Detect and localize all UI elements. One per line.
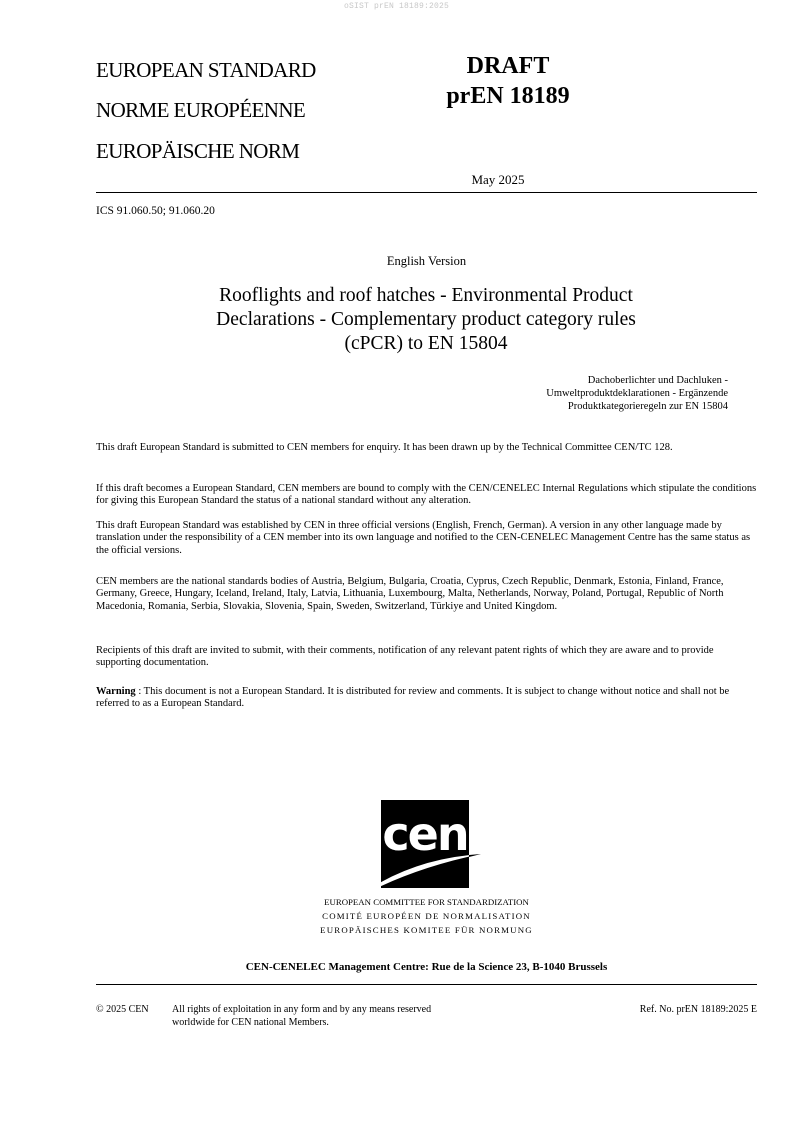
warning-text: : This document is not a European Standard. It is distributed for review and comments. It is subject to change without notice and shall not be referred to as a European Standard. xyxy=(96,686,730,710)
warning-label: Warning xyxy=(96,686,136,697)
org-name-fr: COMITÉ EUROPÉEN DE NORMALISATION xyxy=(322,911,531,921)
german-title-line: Dachoberlichter und Dachluken - xyxy=(587,375,728,386)
title-line: Declarations - Complementary product category rules xyxy=(216,309,636,330)
rights-line: All rights of exploitation in any form and by any means reserved xyxy=(172,1004,432,1015)
watermark: oSIST prEN 18189:2025 xyxy=(343,2,450,11)
standard-name-fr: NORME EUROPÉENNE xyxy=(96,98,306,122)
reference-number: Ref. No. prEN 18189:2025 E xyxy=(639,1004,757,1015)
german-title xyxy=(440,374,728,413)
copyright: © 2025 CEN xyxy=(96,1004,149,1015)
document-number: prEN 18189 xyxy=(446,83,570,109)
rights-line: worldwide for CEN national Members. xyxy=(172,1016,329,1028)
german-title-line: Produktkategorieregeln zur EN 15804 xyxy=(567,401,728,412)
paragraph-enquiry: This draft European Standard is submitted to CEN members for enquiry. It has been drawn up by the Technical Committee CEN/TC 128. xyxy=(96,442,673,453)
cen-logo-icon xyxy=(371,800,483,890)
org-name-en: EUROPEAN COMMITTEE FOR STANDARDIZATION xyxy=(324,897,529,907)
standard-name-de: EUROPÄISCHE NORM xyxy=(96,139,300,163)
rights-notice xyxy=(172,1004,431,1029)
warning-paragraph xyxy=(96,686,760,711)
title-line: Rooflights and roof hatches - Environmental Product xyxy=(219,285,633,306)
footer-divider xyxy=(96,984,757,985)
publication-date: May 2025 xyxy=(471,172,525,187)
paragraph-members: CEN members are the national standards bodies of Austria, Belgium, Bulgaria, Croatia, Cyprus, Czech Republic, Denmark, Estonia, Finland, France, Germany, Greece, Hungary, Iceland, Ireland, Italy, Latvia, Lithuania, Luxembourg, Malta, Netherlands, Norway, Poland, Portugal, Republic of North Macedonia, Romania, Serbia, Slovakia, Slovenia, Spain, Sweden, Switzerland, Türkiye and United Kingdom. xyxy=(96,576,724,612)
draft-label: DRAFT xyxy=(466,53,550,79)
title-line: (cPCR) to EN 15804 xyxy=(344,333,508,354)
org-name-de: EUROPÄISCHES KOMITEE FÜR NORMUNG xyxy=(320,925,533,935)
logo-text: cen xyxy=(382,807,468,861)
paragraph-patents: Recipients of this draft are invited to submit, with their comments, notification of any relevant patent rights of which they are aware and to provide supporting documentation. xyxy=(96,645,714,669)
header-divider xyxy=(96,192,757,193)
paragraph-versions: This draft European Standard was established by CEN in three official versions (English, French, German). A version in any other language made by translation under the responsibility of a CEN member into its own language and notified to the CEN-CENELEC Management Centre has the same status as the official versions. xyxy=(96,520,751,556)
german-title-line: Umweltproduktdeklarationen - Ergänzende xyxy=(546,388,728,399)
ics-codes: ICS 91.060.50; 91.060.20 xyxy=(96,205,215,217)
standard-name-en: EUROPEAN STANDARD xyxy=(96,58,316,82)
logo-swoosh-tail xyxy=(469,854,481,857)
management-centre: CEN-CENELEC Management Centre: Rue de la Science 23, B-1040 Brussels xyxy=(245,961,608,973)
version-label: English Version xyxy=(386,254,467,268)
paragraph-compliance: If this draft becomes a European Standard, CEN members are bound to comply with the CEN/CENELEC Internal Regulations which stipulate the conditions for giving this European Standard the status of a national standard without any alteration. xyxy=(96,483,757,507)
document-title xyxy=(140,284,712,356)
